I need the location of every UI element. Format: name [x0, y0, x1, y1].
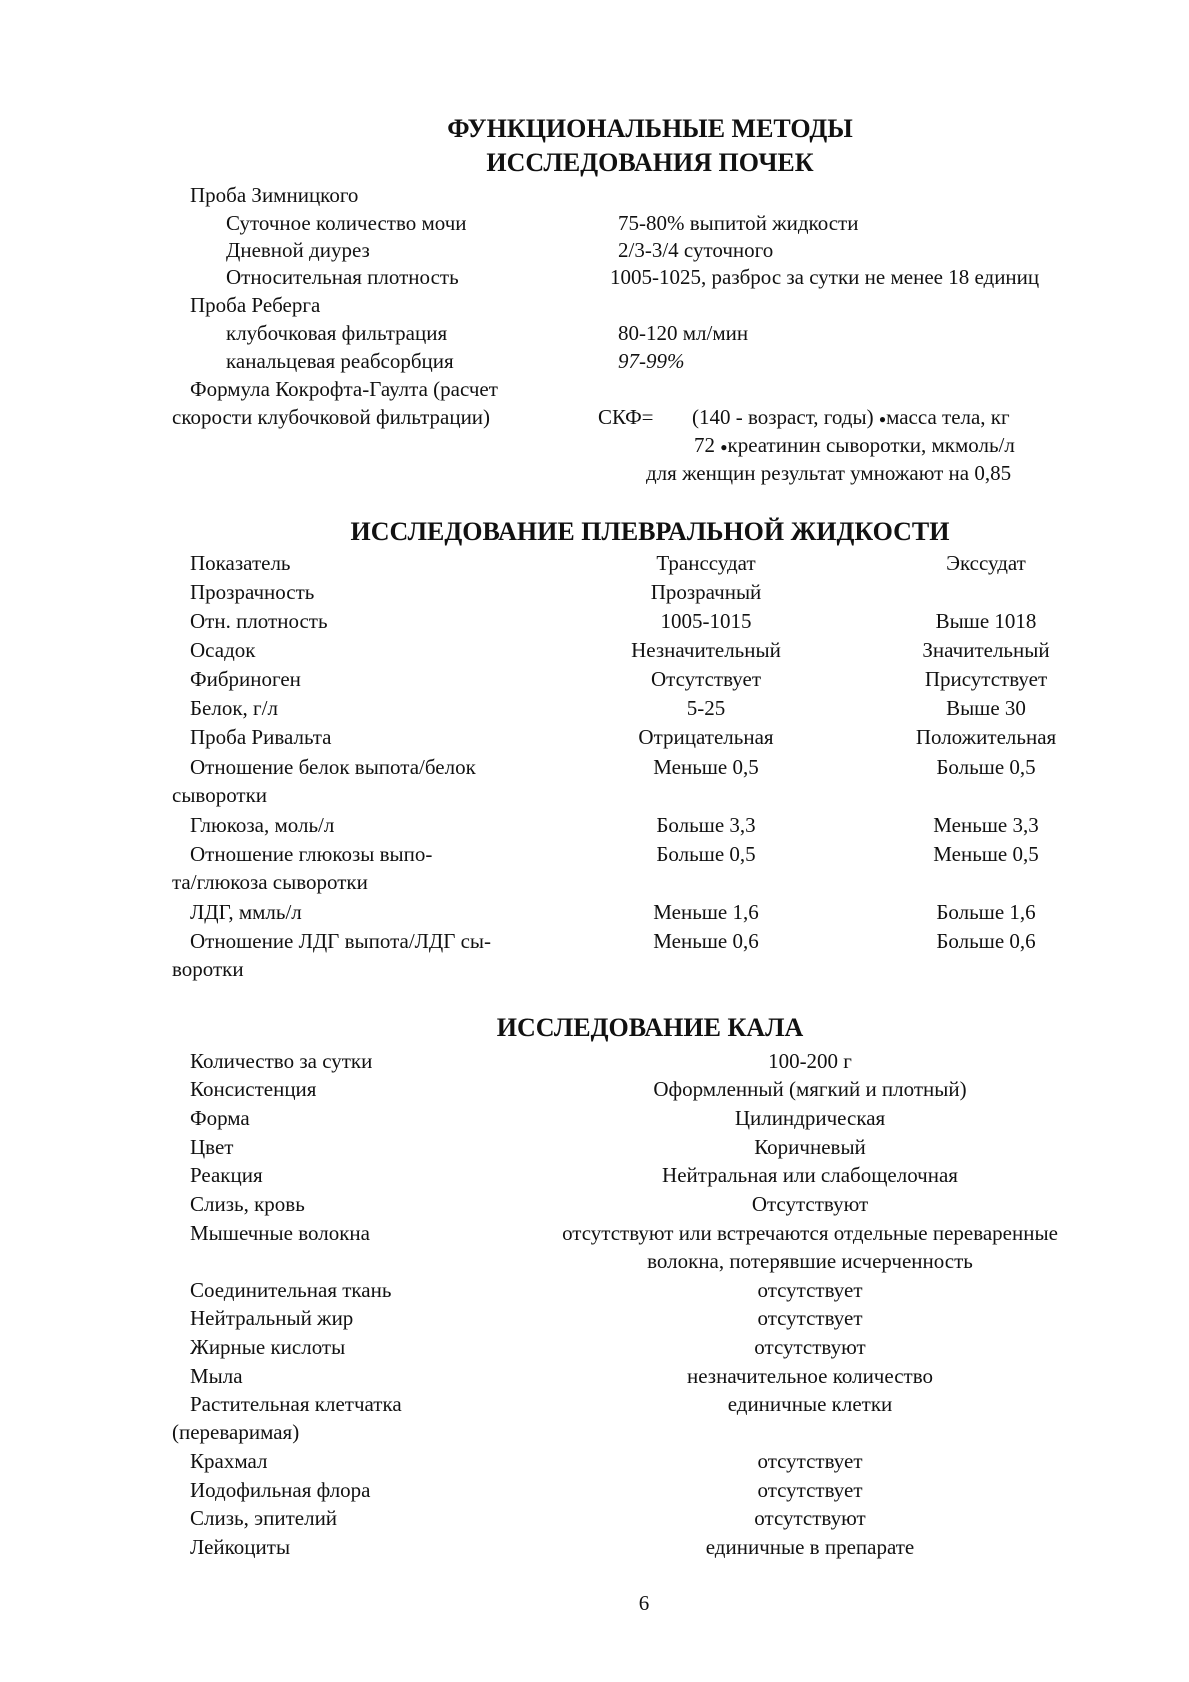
pleural-row-name: Белок, г/л — [190, 696, 278, 720]
pleural-title: ИССЛЕДОВАНИЕ ПЛЕВРАЛЬНОЙ ЖИДКОСТИ — [350, 517, 950, 546]
pleural-row-transudate: Больше 0,5 — [656, 842, 756, 866]
pleural-row-name: Фибриноген — [190, 667, 301, 691]
cockcroft-note: для женщин результат умножают на 0,85 — [646, 461, 1012, 485]
pleural-row-transudate: 5-25 — [686, 696, 726, 720]
stool-row-name: Количество за сутки — [190, 1049, 373, 1073]
stool-row-value: Цилиндрическая — [734, 1106, 886, 1130]
stool-row-value: единичные в препарате — [705, 1535, 915, 1559]
cockcroft-numerator — [692, 404, 1010, 432]
zimnitsky-row-value: 1005-1025, разброс за сутки не менее 18 единиц — [610, 265, 1040, 289]
kidney-title-line1: ФУНКЦИОНАЛЬНЫЕ МЕТОДЫ — [447, 114, 853, 143]
pleural-row-transudate: Меньше 1,6 — [653, 900, 759, 924]
pleural-row-exudate: Больше 0,5 — [936, 755, 1036, 779]
zimnitsky-label: Проба Зимницкого — [190, 183, 359, 207]
stool-row-value-cont: волокна, потерявшие исчерченность — [647, 1249, 973, 1273]
pleural-row-name-cont: воротки — [172, 957, 244, 981]
zimnitsky-row-name: Суточное количество мочи — [226, 211, 467, 235]
stool-row-name: Иодофильная флора — [190, 1478, 371, 1502]
pleural-row-transudate: Отсутствует — [651, 667, 761, 691]
reberg-label: Проба Реберга — [190, 293, 321, 317]
numerator-weight: масса тела, кг — [886, 405, 1010, 429]
cockcroft-lhs: СКФ= — [598, 405, 654, 429]
stool-row-value: отсутствуют — [754, 1335, 866, 1359]
stool-row-value: отсутствует — [757, 1449, 863, 1473]
reberg-row-value: 80-120 мл/мин — [618, 321, 749, 345]
stool-row-value: Оформленный (мягкий и плотный) — [653, 1077, 967, 1101]
denominator-constant: 72 — [694, 433, 715, 457]
page-number: 6 — [638, 1591, 650, 1615]
pleural-row-transudate: Меньше 0,6 — [653, 929, 759, 953]
pleural-row-exudate: Выше 1018 — [935, 609, 1037, 633]
pleural-row-transudate: Отрицательная — [638, 725, 774, 749]
stool-row-value: отсутствует — [757, 1278, 863, 1302]
pleural-row-name: Глюкоза, моль/л — [190, 813, 335, 837]
cockcroft-denominator — [694, 432, 1015, 460]
reberg-row-name: канальцевая реабсорбция — [226, 349, 454, 373]
pleural-row-exudate: Меньше 3,3 — [933, 813, 1039, 837]
stool-row-name: Цвет — [190, 1135, 234, 1159]
stool-row-value: отсутствует — [757, 1478, 863, 1502]
pleural-row-transudate: 1005-1015 — [660, 609, 752, 633]
pleural-row-name: Отн. плотность — [190, 609, 328, 633]
pleural-header-exudate: Экссудат — [946, 551, 1026, 575]
stool-row-name: Растительная клетчатка — [190, 1392, 402, 1416]
stool-row-name: Нейтральный жир — [190, 1306, 354, 1330]
pleural-row-name-cont: сыворотки — [172, 783, 268, 807]
pleural-row-name: Прозрачность — [190, 580, 315, 604]
stool-row-value: единичные клетки — [727, 1392, 893, 1416]
pleural-row-exudate: Больше 1,6 — [936, 900, 1036, 924]
cockcroft-label-line1: Формула Кокрофта-Гаулта (расчет — [190, 377, 498, 401]
pleural-row-transudate: Незначительный — [631, 638, 781, 662]
reberg-row-name: клубочковая фильтрация — [226, 321, 448, 345]
cockcroft-label-line2: скорости клубочковой фильтрации) — [172, 405, 491, 429]
denominator-creatinine: креатинин сыворотки, мкмоль/л — [727, 433, 1015, 457]
pleural-row-name-cont: та/глюкоза сыворотки — [172, 870, 368, 894]
stool-row-name: Слизь, кровь — [190, 1192, 305, 1216]
pleural-row-name: Отношение белок выпота/белок — [190, 755, 476, 779]
stool-row-value: Коричневый — [754, 1135, 866, 1159]
stool-row-value: незначительное количество — [686, 1364, 933, 1388]
pleural-header-name: Показатель — [190, 551, 291, 575]
pleural-row-transudate: Прозрачный — [650, 580, 762, 604]
stool-row-name: Жирные кислоты — [190, 1335, 346, 1359]
stool-row-value: отсутствует — [757, 1306, 863, 1330]
stool-row-name: Соединительная ткань — [190, 1278, 392, 1302]
pleural-row-name: ЛДГ, ммль/л — [190, 900, 302, 924]
stool-row-value: отсутствуют — [754, 1506, 866, 1530]
pleural-row-exudate: Больше 0,6 — [936, 929, 1036, 953]
pleural-row-exudate: Присутствует — [924, 667, 1048, 691]
reberg-row-value: 97-99% — [618, 349, 685, 373]
stool-row-name-cont: (переваримая) — [172, 1420, 300, 1444]
stool-row-value: Нейтральная или слабощелочная — [662, 1163, 958, 1187]
zimnitsky-row-value: 75-80% выпитой жидкости — [618, 211, 859, 235]
stool-row-name: Лейкоциты — [190, 1535, 291, 1559]
multiply-dot-icon: ● — [720, 440, 728, 455]
zimnitsky-row-value: 2/3-3/4 суточного — [618, 238, 774, 262]
stool-title: ИССЛЕДОВАНИЕ КАЛА — [496, 1013, 804, 1042]
pleural-row-exudate: Положительная — [915, 725, 1057, 749]
pleural-row-exudate: Значительный — [922, 638, 1050, 662]
stool-row-name: Мышечные волокна — [190, 1221, 370, 1245]
kidney-title-line2: ИССЛЕДОВАНИЯ ПОЧЕК — [486, 148, 814, 177]
pleural-row-exudate: Выше 30 — [946, 696, 1026, 720]
stool-row-name: Форма — [190, 1106, 250, 1130]
stool-row-value: отсутствуют или встречаются отдельные переваренные — [562, 1221, 1058, 1245]
pleural-row-name: Отношение ЛДГ выпота/ЛДГ сы- — [190, 929, 492, 953]
stool-row-name: Слизь, эпителий — [190, 1506, 338, 1530]
stool-row-name: Мыла — [190, 1364, 243, 1388]
numerator-age: (140 - возраст, годы) — [692, 405, 874, 429]
stool-row-name: Крахмал — [190, 1449, 268, 1473]
pleural-row-name: Проба Ривальта — [190, 725, 332, 749]
pleural-row-transudate: Больше 3,3 — [656, 813, 756, 837]
stool-row-value: Отсутствуют — [751, 1192, 869, 1216]
stool-row-name: Консистенция — [190, 1077, 317, 1101]
pleural-row-transudate: Меньше 0,5 — [653, 755, 759, 779]
pleural-row-name: Отношение глюкозы выпо- — [190, 842, 433, 866]
zimnitsky-row-name: Дневной диурез — [226, 238, 370, 262]
pleural-header-transudate: Транссудат — [656, 551, 756, 575]
zimnitsky-row-name: Относительная плотность — [226, 265, 459, 289]
multiply-dot-icon: ● — [878, 412, 887, 427]
stool-row-value: 100-200 г — [768, 1049, 852, 1073]
pleural-row-name: Осадок — [190, 638, 256, 662]
stool-row-name: Реакция — [190, 1163, 263, 1187]
pleural-row-exudate: Меньше 0,5 — [933, 842, 1039, 866]
